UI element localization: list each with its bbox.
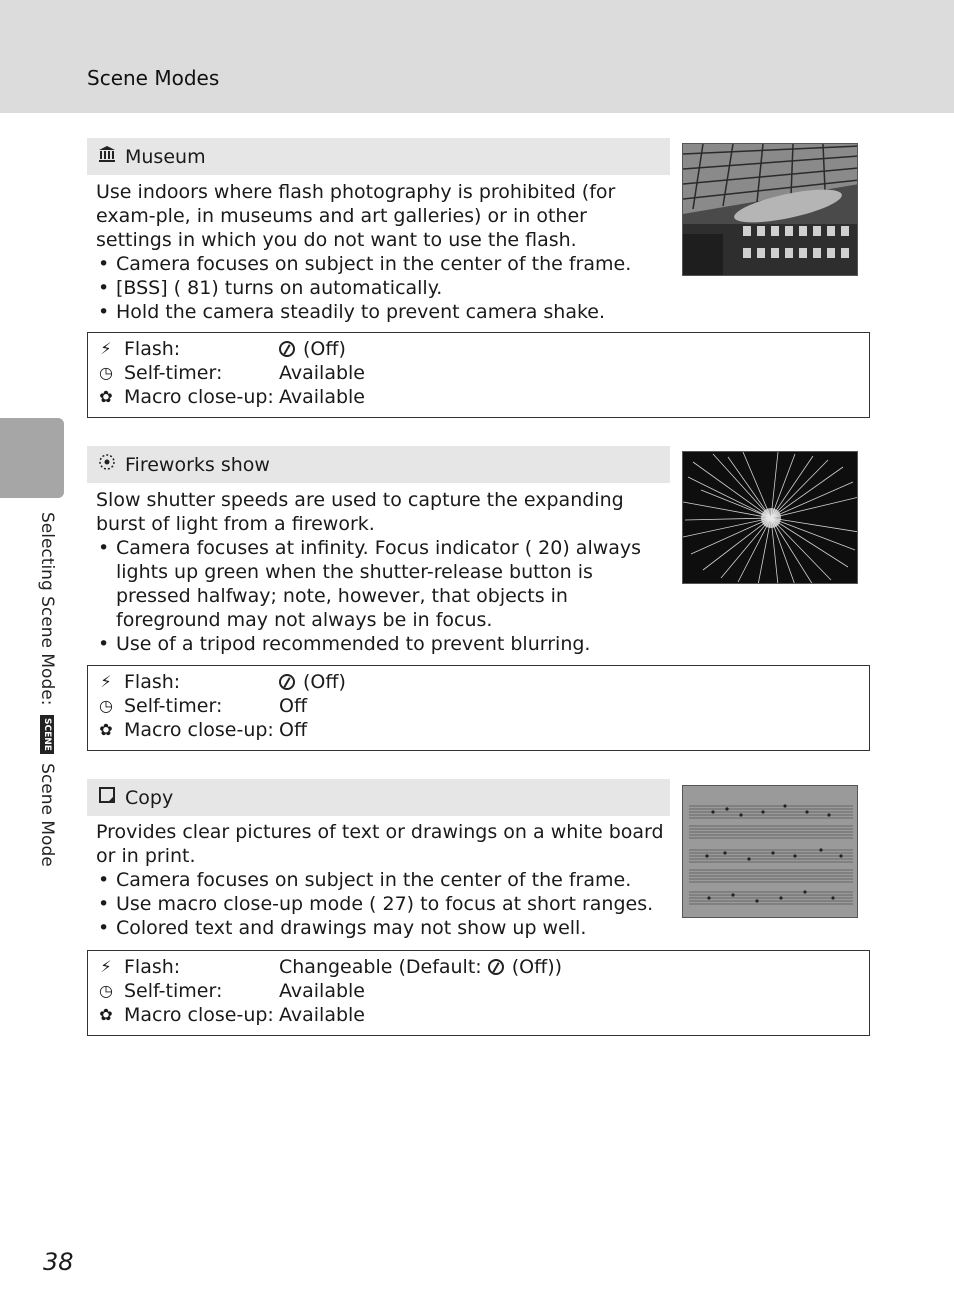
museum-icon <box>97 145 117 168</box>
flash-off-icon <box>279 341 295 357</box>
section-title: Museum <box>125 145 206 168</box>
page-header <box>0 0 954 113</box>
section-intro: Provides clear pictures of text or drawings on a white board or in print. <box>96 821 664 867</box>
setting-row-self-timer <box>97 361 869 385</box>
flash-icon: ⚡ <box>100 672 112 691</box>
museum-photo <box>682 143 858 276</box>
list-item: • [BSS] ( 81) turns on automatically. <box>96 276 666 300</box>
list-item: • Camera focuses on subject in the center of the frame. <box>96 252 666 276</box>
section-title: Fireworks show <box>125 453 270 476</box>
setting-value: Off <box>279 719 308 741</box>
setting-label: Flash: <box>124 956 181 978</box>
setting-value: Changeable (Default: <box>279 956 482 978</box>
setting-row-self-timer <box>97 694 869 718</box>
fireworks-icon <box>97 453 117 476</box>
setting-value: Available <box>279 980 366 1002</box>
setting-row-flash <box>97 670 869 694</box>
flash-icon: ⚡ <box>100 957 112 976</box>
macro-icon: ✿ <box>99 1005 113 1024</box>
list-item: • Camera focuses at infinity. Focus indicator ( 20) always lights up green when the shutter-release button is pressed halfway; note, however, that objects in foreground may not always be in focus. <box>96 536 666 632</box>
sheet-music-photo <box>682 785 858 918</box>
setting-value: Available <box>279 362 366 384</box>
list-item: • Camera focuses on subject in the center of the frame. <box>96 868 666 892</box>
macro-icon: ✿ <box>99 387 113 406</box>
setting-value: (Off) <box>303 671 346 693</box>
list-item: • Use macro close-up mode ( 27) to focus at short ranges. <box>96 892 666 916</box>
setting-value: Available <box>279 1004 366 1026</box>
setting-row-flash <box>97 955 869 979</box>
setting-row-self-timer <box>97 979 869 1003</box>
settings-box <box>87 665 870 751</box>
copy-icon <box>97 786 117 809</box>
flash-off-icon <box>488 959 504 975</box>
setting-label: Self-timer: <box>124 980 223 1002</box>
section-heading <box>87 779 670 816</box>
setting-row-flash <box>97 337 869 361</box>
setting-label: Flash: <box>124 338 181 360</box>
section-fireworks <box>87 446 870 752</box>
section-intro: Slow shutter speeds are used to capture the expanding burst of light from a firework. <box>96 489 624 535</box>
setting-label: Flash: <box>124 671 181 693</box>
setting-label: Macro close-up: <box>124 1004 274 1026</box>
section-body <box>96 180 666 324</box>
setting-value: Off <box>279 695 308 717</box>
section-copy <box>87 779 870 1037</box>
setting-value: (Off) <box>303 338 346 360</box>
settings-box <box>87 332 870 418</box>
flash-icon: ⚡ <box>100 339 112 358</box>
setting-row-macro <box>97 385 869 409</box>
chapter-label-text: Selecting Scene Mode: <box>37 512 57 711</box>
macro-icon: ✿ <box>99 720 113 739</box>
self-timer-icon: ◷ <box>99 981 113 1000</box>
setting-row-macro <box>97 718 869 742</box>
list-item: • Use of a tripod recommended to prevent blurring. <box>96 632 666 656</box>
section-heading <box>87 446 670 483</box>
setting-label: Macro close-up: <box>124 386 274 408</box>
section-museum <box>87 138 870 420</box>
setting-label: Macro close-up: <box>124 719 274 741</box>
list-item: • Colored text and drawings may not show up well. <box>96 916 666 940</box>
chapter-label-suffix: Scene Mode <box>37 757 57 867</box>
flash-off-icon <box>279 674 295 690</box>
header-title: Scene Modes <box>87 66 220 90</box>
chapter-label <box>37 512 57 867</box>
setting-value-suffix: (Off)) <box>511 956 563 978</box>
setting-value: Available <box>279 386 366 408</box>
setting-label: Self-timer: <box>124 362 223 384</box>
page-number: 38 <box>43 1248 74 1276</box>
list-item: • Hold the camera steadily to prevent camera shake. <box>96 300 666 324</box>
scene-icon: SCENE <box>40 715 54 754</box>
self-timer-icon: ◷ <box>99 363 113 382</box>
chapter-tab <box>0 418 64 498</box>
setting-row-macro <box>97 1003 869 1027</box>
self-timer-icon: ◷ <box>99 696 113 715</box>
fireworks-photo <box>682 451 858 584</box>
settings-box <box>87 950 870 1036</box>
bullet-list <box>96 868 666 940</box>
section-title: Copy <box>125 786 174 809</box>
section-heading <box>87 138 670 175</box>
bullet-list <box>96 252 666 324</box>
bullet-list <box>96 536 666 656</box>
section-intro: Use indoors where flash photography is prohibited (for exam-ple, in museums and art galleries) or in other settings in which you do not want to use the flash. <box>96 181 616 251</box>
section-body <box>96 820 666 940</box>
section-body <box>96 488 666 656</box>
setting-label: Self-timer: <box>124 695 223 717</box>
